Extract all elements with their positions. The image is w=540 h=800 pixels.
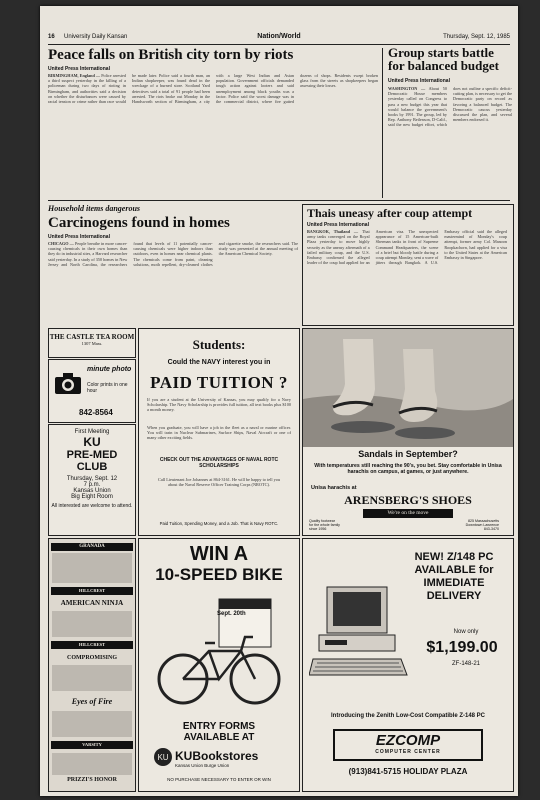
store-slogan: We're on the move xyxy=(363,509,453,518)
theater-title4: Eyes of Fire xyxy=(71,697,113,706)
zenith-headline2: AVAILABLE for xyxy=(414,564,494,576)
kicker-household: Household items dangerous xyxy=(48,204,141,213)
horizontal-rule xyxy=(48,200,510,201)
theater-title3: COMPROMISING xyxy=(67,655,117,661)
premed-note: All interested are welcome to attend. xyxy=(51,503,133,509)
credit-thai: United Press International xyxy=(307,222,369,228)
sandals-copy: With temperatures still reaching the 90's, you bet. Stay comfortable in Unisa harachis on campus, at games, or just anywhere. xyxy=(314,463,502,476)
navy-p2: When you graduate, you will have a job in the fleet as a naval or marine officer. You will train in Nuclear Submarines, Surface Ships, Naval Aircraft or one of many other exciting fields. xyxy=(147,425,291,441)
store-left3: since 1956 xyxy=(309,527,327,532)
bike-headline1: WIN A xyxy=(189,543,249,565)
ku-jayhawk-logo-icon xyxy=(153,747,173,767)
theater-title5: PRIZZI'S HONOR xyxy=(67,777,117,783)
ezcomp-sub: COMPUTER CENTER xyxy=(375,749,441,755)
bike-store-sub: Kansas Union Burge Union xyxy=(175,763,230,768)
zenith-headline1: NEW! Z/148 PC xyxy=(414,551,494,563)
dateline-budget: WASHINGTON — xyxy=(388,86,426,91)
premed-place2: Big Eight Room xyxy=(71,494,113,500)
theater-image1 xyxy=(52,553,132,583)
theater-image2 xyxy=(52,611,132,637)
ad-theater-listings xyxy=(48,538,136,792)
zenith-intro: Introducing the Zenith Low-Cost Compatible Z-148 PC xyxy=(331,713,485,719)
ad-zenith-z148 xyxy=(302,538,514,792)
dateline-thai: BANGKOK, Thailand — xyxy=(307,229,359,234)
article-budget-text: About 50 Democratic House members yesterday called on Congress to pass a new budget this year that would balance the government's books by 1991. The group, led by Rep. Anthony Beilenson, D-Calif., said the new budget effort, which does not outline a specific deficit-cutting plan, is necessary to get the Democratic party on record as favoring a balanced budget. The Democratic caucus yesterday discussed the plan, and several members endorsed it. xyxy=(388,86,512,128)
newspaper-page xyxy=(40,6,518,796)
bike-store: KUBookstores xyxy=(175,749,259,763)
camera-icon xyxy=(53,368,83,398)
tearoom-name: THE CASTLE TEA ROOM xyxy=(49,333,135,341)
sandals-price: Unisa harachis at xyxy=(311,485,357,491)
ezcomp-brand: EZCOMP xyxy=(375,732,441,749)
bike-headline2: 10-SPEED BIKE xyxy=(155,565,283,584)
theater-title1: GRANADA xyxy=(51,543,133,551)
article-thai xyxy=(307,229,507,321)
photo-brand: minute photo xyxy=(87,366,132,373)
zenith-model: ZF-148-21 xyxy=(451,661,480,667)
navy-tag: Paid Tuition, Spending Money, and a Job. That is Navy ROTC. xyxy=(159,521,279,526)
premed-line3: PRE-MED xyxy=(66,449,118,461)
headline-carcinogens: Carcinogens found in homes xyxy=(48,215,230,231)
sandals-headline: Sandals in September? xyxy=(358,449,458,459)
dateline-household: CHICAGO — xyxy=(48,241,74,246)
headline-britain-riots: Peace falls on British city torn by riots xyxy=(48,47,294,63)
credit-budget: United Press International xyxy=(388,78,450,84)
theater-image4 xyxy=(52,711,132,737)
article-britain xyxy=(48,73,378,198)
navy-p1: If you are a student at the University of Kansas, you may qualify for a Navy Scholarship. The Navy Scholarship is provides full tuition, all text books plus $100 a month money. xyxy=(147,397,291,413)
svg-text:KU: KU xyxy=(157,753,169,762)
theater-image5 xyxy=(52,753,132,775)
credit-britain: United Press International xyxy=(48,66,110,72)
store-right2: Downtown Lawrence xyxy=(465,523,499,528)
store-left1: Quality footwear xyxy=(309,519,335,523)
issue-date: Thursday, Sept. 12, 1985 xyxy=(443,34,510,40)
article-household xyxy=(48,241,298,323)
sandals-photo xyxy=(303,329,513,447)
ad-minute-photo xyxy=(48,359,136,423)
navy-check: CHECK OUT THE ADVANTAGES OF NAVAL ROTC SCHOLARSHIPS xyxy=(159,457,279,469)
ad-navy-rotc xyxy=(138,328,300,536)
zenith-contact: (913)841-5715 HOLIDAY PLAZA xyxy=(348,767,468,776)
premed-line1: First Meeting xyxy=(74,429,110,435)
store-right-block xyxy=(466,519,499,532)
bike-calendar-date: Sept. 20th xyxy=(217,611,246,617)
premed-place1: Kansas Union xyxy=(73,488,111,494)
navy-headline: PAID TUITION ? xyxy=(150,373,288,392)
photo-tagline: Color prints in one hour xyxy=(87,382,128,394)
zenith-now: Now only xyxy=(453,629,479,635)
article-household-text: People breathe in more cancer-causing chemicals in their own homes than they do in industrial sites, a Harvard researcher said yesterday. In a study of 350 homes in New Jersey and North Carolina, the researchers found that levels of 11 potentially cancer-causing chemicals were higher indoors than outdoors, even in homes near chemical plants. The chemicals come from paint, cleaning solutions, moth repellent, dry-cleaned clothes and cigarette smoke, the researchers said. The study was presented at the annual meeting of the American Chemical Society. xyxy=(48,241,298,267)
theater-image3 xyxy=(52,665,132,691)
column-divider xyxy=(382,48,383,198)
navy-question: Could the NAVY interest you in xyxy=(167,359,271,366)
ad-ku-premed-club xyxy=(48,424,136,536)
theater-strip3: VARSITY xyxy=(51,741,133,749)
thai-story-box xyxy=(302,204,514,326)
tearoom-address: 1307 Mass. xyxy=(81,341,103,346)
zenith-headline4: DELIVERY xyxy=(426,590,482,602)
photo-phone: 842-8564 xyxy=(79,408,113,417)
section-name: Nation/World xyxy=(257,33,301,40)
theater-title2: AMERICAN NINJA xyxy=(60,599,124,607)
headline-budget: Group starts battle for balanced budget xyxy=(388,45,499,73)
article-budget xyxy=(388,86,512,198)
bike-entry: ENTRY FORMS AVAILABLE AT xyxy=(182,721,256,743)
store-name-arensbergs: ARENSBERG'S SHOES xyxy=(344,493,472,507)
ad-win-bike xyxy=(138,538,300,792)
bike-fine-print: NO PURCHASE NECESSARY TO ENTER OR WIN xyxy=(167,777,271,782)
premed-line4: CLUB xyxy=(76,461,108,473)
store-left2: for the whole family xyxy=(309,523,340,528)
theater-strip2: HILLCREST xyxy=(51,641,133,649)
premed-time: 7 p.m. xyxy=(83,482,101,488)
article-thai-text: Thai army tanks converged on the Royal Plaza yesterday to move highly security as the uneasy aftermath of a failed military coup, and the U.S. Embassy confirmed the alleged leader of the coup had applied for an American visa. The unexpected appearance of 15 American-built Sherman tanks in front of Supreme Command Headquarters, the scene of a brief but bloody battle during a coup attempt Monday, sent a wave of jitters through Bangkok. A U.S. Embassy official said the alleged mastermind of Monday's coup attempt, former army Col. Manoon Roopkachorn, had applied for a visa to the United States at the American Embassy in Singapore. xyxy=(307,229,507,266)
publication-name: University Daily Kansan xyxy=(64,34,128,40)
zenith-price: $1,199.00 xyxy=(426,639,498,656)
premed-line2: KU xyxy=(83,435,101,449)
zenith-headline xyxy=(399,551,509,603)
page-header xyxy=(48,32,510,45)
ezcomp-logo xyxy=(333,729,483,761)
page-number: 16 xyxy=(48,34,55,40)
computer-illustration xyxy=(309,579,409,679)
ad-arensbergs-shoes xyxy=(302,328,514,536)
zenith-headline3: IMMEDIATE xyxy=(423,577,485,589)
theater-strip1: HILLCREST xyxy=(51,587,133,595)
headline-thai-coup: Thais uneasy after coup attempt xyxy=(307,206,473,220)
ad-castle-tea-room xyxy=(48,328,136,358)
navy-call: Call Lieutenant Joe Johannes at 864-3161. He will be happy to tell you about the Naval Reserve Officer Training Corps (NROTC). xyxy=(157,477,281,488)
store-left-block xyxy=(309,519,340,532)
dateline-britain: BIRMINGHAM, England — xyxy=(48,73,101,78)
article-britain-text: Police arrested a third suspect yesterday in the killing of a policeman during two days of rioting in Birmingham, and authorities said a decision on whether the disturbances were caused by racial tension or crime rather than race would be made later. Police said a fourth man, an Indian shopkeeper, was found dead in the wreckage of a burned store. Scotland Yard detectives said a total of 91 people had been arrested. The riots broke out Monday in the Handsworth section of Birmingham, a city with a large West Indian and Asian population. Government officials demanded tough action against looters and said unemployment among black youths was a factor. Police said the worst damage was in the commercial district, where fire gutted dozens of shops. Residents swept broken glass from the streets as shopkeepers began assessing their losses. xyxy=(48,73,378,105)
store-right1: 825 Massachusetts xyxy=(468,519,499,523)
credit-household: United Press International xyxy=(48,234,110,240)
premed-when: Thursday, Sept. 12 xyxy=(66,476,118,482)
store-right3: 843-3470 xyxy=(483,527,499,532)
navy-heading: Students: xyxy=(192,337,246,352)
